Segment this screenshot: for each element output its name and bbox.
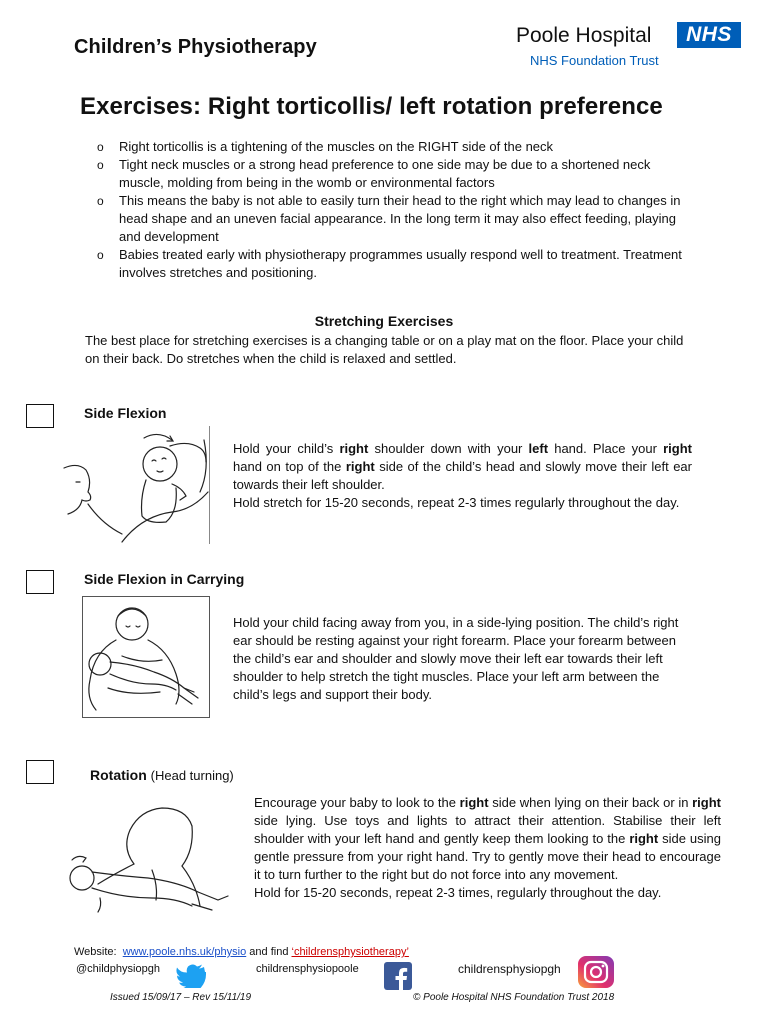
rotation-subtitle: (Head turning) (150, 768, 234, 783)
facebook-icon[interactable] (384, 962, 412, 990)
exercise-title: Side Flexion in Carrying (84, 571, 245, 587)
emphasis-text: right (629, 831, 659, 846)
body-text: side lying. Use toys and lights to attract their attention. Stabilise their left shoulder with your left hand and gently keep them looking to the (254, 813, 721, 846)
stretching-heading: Stretching Exercises (314, 313, 454, 329)
and-find-text: and find (246, 946, 292, 958)
website-label: Website: (74, 946, 117, 958)
side-flexion-text (233, 440, 692, 512)
info-bullet: o Right torticollis is a tightening of the muscles on the RIGHT side of the neck (96, 138, 696, 156)
exercise-title: Side Flexion (84, 405, 167, 421)
emphasis-text: right (692, 795, 722, 810)
page-title: Exercises: Right torticollis/ left rotation preference (80, 93, 663, 120)
facebook-handle: childrensphysiopoole (256, 963, 359, 975)
body-text: side using gentle pressure from your right hand. Try to gently move their head to encourage it to turn further to the right but do not force into any movement. (254, 831, 721, 882)
emphasis-text: right (459, 795, 489, 810)
info-bullet: o Babies treated early with physiotherapy programmes usually respond well to treatment. Treatment involves stretches and positioning. (96, 246, 696, 282)
rotation-instructions (254, 795, 721, 882)
body-text: hand. Place your (548, 441, 664, 456)
body-text: side of the child’s head and slowly move their left ear towards their left shoulder. (233, 459, 692, 492)
side-flexion-carrying-checkbox[interactable] (26, 570, 54, 594)
emphasis-text: right (663, 441, 692, 456)
issued-date: Issued 15/09/17 – Rev 15/11/19 (110, 992, 252, 1003)
copyright: © Poole Hospital NHS Foundation Trust 2018 (413, 992, 615, 1003)
nhs-logo: NHS (677, 22, 741, 48)
side-flexion-checkbox[interactable] (26, 404, 54, 428)
info-bullet: o This means the baby is not able to easily turn their head to the right which may lead to changes in head shape and an uneven facial appearance. In the long term it may also effect feeding, playing and development (96, 192, 696, 246)
emphasis-text: right (339, 441, 369, 456)
hospital-name: Poole Hospital (516, 24, 652, 47)
emphasis-text: right (345, 459, 375, 474)
carrying-text: Hold your child facing away from you, in a side-lying position. The child’s right ear should be resting against your right forearm. Place your forearm between the child’s ear and shoulder and slowly move their left ear towards their left shoulder to help stretch the tight muscles. Place your left arm between the child’s legs and support their body. (233, 615, 679, 702)
emphasis-text: left (528, 441, 549, 456)
rotation-illustration (60, 800, 240, 918)
website-link[interactable]: www.poole.nhs.uk/physio (122, 946, 247, 958)
find-link[interactable]: ‘childrensphysiotherapy’ (291, 946, 409, 958)
instagram-handle: childrensphysiopgh (458, 962, 561, 976)
side-flexion-illustration (62, 424, 212, 544)
trust-name: NHS Foundation Trust (530, 53, 659, 68)
carrying-illustration (82, 596, 210, 718)
info-bullet-list (96, 138, 696, 282)
instagram-icon[interactable] (576, 955, 616, 989)
divider-line (209, 426, 210, 544)
body-text: Encourage your baby to look to the (254, 795, 460, 810)
footer-website (74, 946, 409, 958)
rotation-title: Rotation (90, 767, 147, 783)
stretching-intro: The best place for stretching exercises is a changing table or on a play mat on the floor. Place your child on their back. Do stretches when the child is relaxed and settled. (85, 333, 684, 366)
twitter-handle: @childphysiopgh (76, 963, 160, 975)
exercise-title (90, 767, 234, 783)
info-bullet: o Tight neck muscles or a strong head preference to one side may be due to a shortened neck muscle, molding from being in the womb or environmental factors (96, 156, 696, 192)
side-flexion-hold: Hold stretch for 15-20 seconds, repeat 2-3 times regularly throughout the day. (233, 495, 680, 510)
body-text: hand on top of the (233, 459, 346, 474)
twitter-icon[interactable] (176, 964, 206, 988)
rotation-hold: Hold for 15-20 seconds, repeat 2-3 times, regularly throughout the day. (254, 885, 662, 900)
rotation-checkbox[interactable] (26, 760, 54, 784)
body-text: shoulder down with your (368, 441, 529, 456)
department-title: Children’s Physiotherapy (74, 36, 317, 58)
body-text: side when lying on their back or in (488, 795, 693, 810)
side-flexion-instructions (233, 441, 692, 492)
body-text: Hold your child’s (233, 441, 340, 456)
rotation-text (254, 794, 721, 902)
